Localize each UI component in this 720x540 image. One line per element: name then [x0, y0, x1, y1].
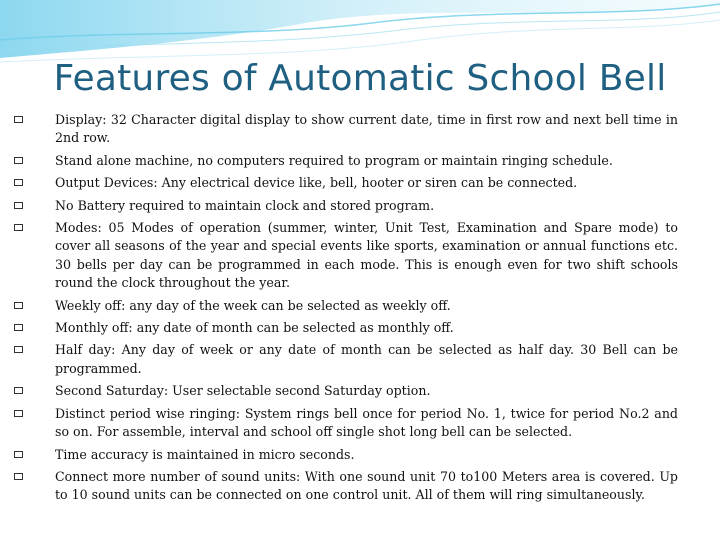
square-bullet-icon	[14, 387, 23, 394]
feature-text	[55, 152, 678, 170]
square-bullet-icon	[14, 346, 23, 353]
square-bullet-icon	[14, 202, 23, 209]
list-item	[14, 174, 678, 192]
list-item	[14, 297, 678, 315]
square-bullet-icon	[14, 116, 23, 123]
list-item	[14, 219, 678, 293]
feature-description: User selectable second Saturday option.	[168, 383, 431, 399]
list-item	[14, 319, 678, 337]
feature-description: With one sound unit 70 to100 Meters area is covered. Up to 10 sound units can be connected on one control unit. All of them will ring simultaneously.	[55, 468, 678, 503]
list-item	[14, 152, 678, 170]
feature-description: no computers required to program or maintain ringing schedule.	[193, 152, 613, 168]
feature-description: 05 Modes of operation (summer, winter, Unit Test, Examination and Spare mode) to cover all seasons of the year and special events like sports, examination or annual functions etc. 30 bells per day can be programmed in each mode. This is enough even for two shift schools round the clock throughout the year.	[55, 220, 678, 291]
square-bullet-icon	[14, 224, 23, 231]
feature-label: Stand alone machine,	[55, 152, 194, 168]
feature-text	[55, 111, 678, 148]
square-bullet-icon	[14, 324, 23, 331]
list-item	[14, 111, 678, 148]
list-item	[14, 405, 678, 442]
square-bullet-icon	[14, 157, 23, 164]
feature-description: Any day of week or any date of month can be selected as half day. 30 Bell can be programmed.	[55, 342, 679, 376]
feature-label: Monthly off:	[55, 320, 133, 336]
square-bullet-icon	[14, 410, 23, 417]
feature-description: is maintained in micro seconds.	[148, 446, 355, 462]
feature-description: System rings bell once for period No. 1, twice for period No.2 and so on. For assemble, interval and school off single shot long bell can be selected.	[55, 405, 678, 440]
feature-label: Time accuracy	[55, 446, 149, 462]
slide-title: Features of Automatic School Bell	[53, 58, 667, 99]
feature-text	[55, 341, 678, 378]
feature-text	[55, 297, 678, 315]
feature-label: Connect more number of sound units:	[55, 468, 301, 484]
feature-text	[55, 405, 678, 442]
feature-text	[55, 174, 678, 192]
square-bullet-icon	[14, 302, 23, 309]
feature-text	[55, 468, 678, 505]
square-bullet-icon	[14, 451, 23, 458]
feature-list	[14, 111, 678, 509]
feature-label: Half day:	[55, 342, 116, 358]
feature-label: Second Saturday:	[55, 383, 169, 399]
feature-label: Distinct period wise ringing:	[55, 405, 241, 421]
feature-text	[55, 446, 678, 464]
feature-label: Weekly off:	[55, 297, 126, 313]
feature-label: Output Devices:	[55, 175, 158, 191]
list-item	[14, 197, 678, 215]
feature-label: Modes:	[55, 220, 102, 236]
feature-description: required to maintain clock and stored program.	[125, 197, 435, 213]
feature-text	[55, 319, 678, 337]
list-item	[14, 468, 678, 505]
feature-description: any date of month can be selected as monthly off.	[132, 320, 454, 336]
feature-description: 32 Character digital display to show current date, time in first row and next bell time in 2nd row.	[55, 112, 678, 146]
list-item	[14, 446, 678, 464]
feature-description: any day of the week can be selected as weekly off.	[125, 297, 451, 313]
feature-text	[55, 197, 678, 215]
square-bullet-icon	[14, 473, 23, 480]
feature-text	[55, 219, 678, 293]
list-item	[14, 382, 678, 400]
list-item	[14, 341, 678, 378]
feature-description: Any electrical device like, bell, hooter or siren can be connected.	[157, 175, 578, 191]
feature-label: Display:	[55, 112, 107, 127]
feature-text	[55, 382, 678, 400]
feature-label: No Battery	[55, 197, 126, 213]
square-bullet-icon	[14, 179, 23, 186]
